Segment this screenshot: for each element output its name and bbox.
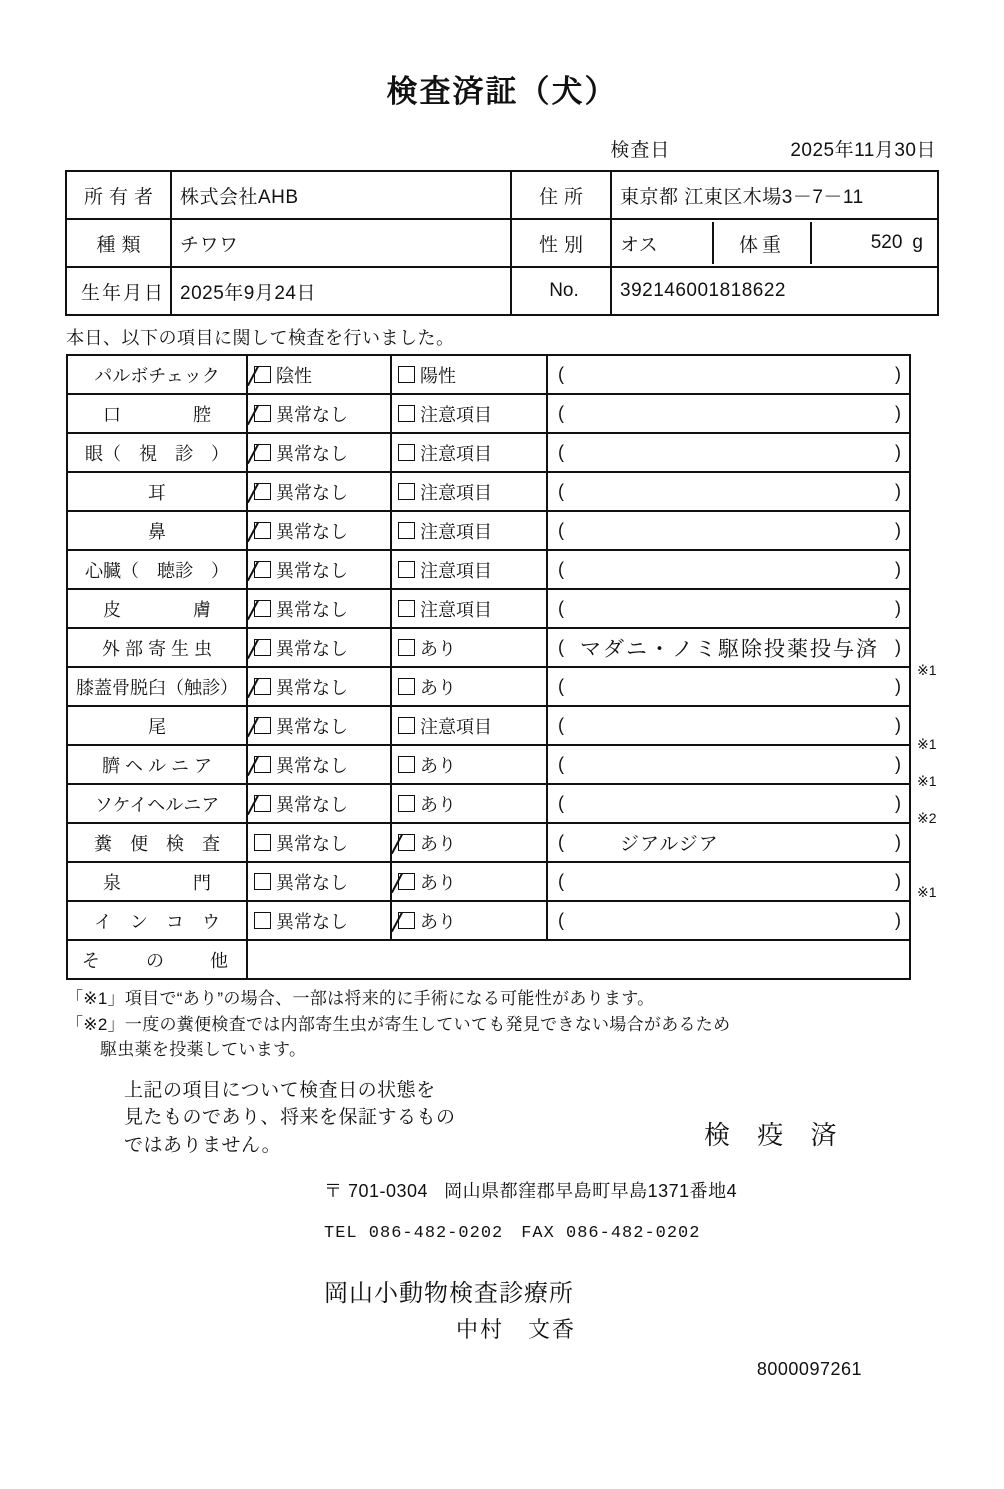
option-label: 異常なし bbox=[276, 677, 348, 698]
paren-close: ) bbox=[895, 715, 901, 735]
item-name: 尾 bbox=[67, 706, 247, 745]
checkbox-checked-icon[interactable] bbox=[254, 795, 271, 812]
checkbox-icon[interactable] bbox=[398, 717, 415, 734]
checkbox-icon[interactable] bbox=[254, 873, 271, 890]
item-option-a[interactable] bbox=[247, 550, 391, 589]
footer-block bbox=[66, 1077, 938, 1377]
paren-close: ) bbox=[895, 676, 901, 696]
item-note-cell[interactable] bbox=[547, 394, 910, 433]
exam-date-row bbox=[0, 135, 1004, 162]
paren-open: ( bbox=[558, 637, 564, 657]
disclaimer-line-2: 見たものであり、将来を保証するもの bbox=[124, 1107, 456, 1129]
item-note-cell[interactable] bbox=[547, 706, 910, 745]
option-label: 異常なし bbox=[276, 443, 348, 464]
option-label: 陰性 bbox=[276, 365, 312, 386]
checkbox-checked-icon[interactable] bbox=[398, 873, 415, 890]
paren-open: ( bbox=[558, 520, 564, 540]
document-number: 8000097261 bbox=[756, 1358, 862, 1379]
quarantine-stamp: 検 疫 済 bbox=[704, 1119, 847, 1150]
item-note-cell[interactable] bbox=[547, 472, 910, 511]
item-option-b[interactable] bbox=[391, 667, 547, 706]
item-name: 膝蓋骨脱臼（触診） bbox=[67, 667, 247, 706]
checkbox-checked-icon[interactable] bbox=[254, 405, 271, 422]
option-label: 異常なし bbox=[276, 872, 348, 893]
item-option-a[interactable] bbox=[247, 745, 391, 784]
table-row bbox=[66, 267, 938, 315]
paren-close: ) bbox=[895, 442, 901, 462]
checkbox-icon[interactable] bbox=[398, 561, 415, 578]
item-option-b[interactable] bbox=[391, 550, 547, 589]
certificate-page bbox=[0, 66, 1004, 1489]
other-label: そ の 他 bbox=[67, 940, 247, 979]
option-label: 異常なし bbox=[276, 911, 348, 932]
item-name: 眼（ 視 診 ） bbox=[67, 433, 247, 472]
paren-open: ( bbox=[558, 559, 564, 579]
item-asterisk-note: ※1 bbox=[917, 884, 937, 900]
item-name: 糞 便 検 査 bbox=[67, 823, 247, 862]
clinic-name: 岡山小動物検査診療所 bbox=[324, 1279, 574, 1307]
checkbox-icon[interactable] bbox=[254, 912, 271, 929]
item-note-cell[interactable] bbox=[547, 667, 910, 706]
table-row bbox=[67, 394, 910, 433]
intro-text: 本日、以下の項目に関して検査を行いました。 bbox=[66, 328, 455, 348]
paren-open: ( bbox=[558, 910, 564, 930]
paren-open: ( bbox=[558, 793, 564, 813]
weight-cell bbox=[811, 222, 937, 264]
item-asterisk-note: ※2 bbox=[917, 810, 937, 826]
table-row bbox=[67, 706, 910, 745]
paren-close: ) bbox=[895, 364, 901, 384]
item-note-cell[interactable] bbox=[547, 355, 910, 394]
item-name: ソケイヘルニア bbox=[67, 784, 247, 823]
item-note-cell[interactable] bbox=[547, 550, 910, 589]
option-label: 注意項目 bbox=[420, 521, 492, 542]
option-label: 注意項目 bbox=[420, 599, 492, 620]
item-option-b[interactable] bbox=[391, 628, 547, 667]
item-note-cell[interactable] bbox=[547, 745, 910, 784]
weight-unit: g bbox=[912, 232, 923, 253]
option-label: 異常なし bbox=[276, 482, 348, 503]
item-option-a[interactable] bbox=[247, 901, 391, 940]
footnote-3: 駆虫薬を投薬しています。 bbox=[100, 1040, 307, 1059]
disclaimer-line-1: 上記の項目について検査日の状態を bbox=[124, 1079, 436, 1101]
option-label: あり bbox=[420, 755, 456, 776]
paren-open: ( bbox=[558, 754, 564, 774]
item-name: 泉 門 bbox=[67, 862, 247, 901]
table-row bbox=[67, 901, 910, 940]
item-option-a[interactable] bbox=[247, 784, 391, 823]
address-value: 東京都 江東区木場3－7－11 bbox=[611, 171, 938, 219]
paren-open: ( bbox=[558, 403, 564, 423]
vet-name: 中村 文香 bbox=[456, 1316, 577, 1342]
table-row bbox=[67, 628, 910, 667]
item-option-b[interactable] bbox=[391, 394, 547, 433]
checkbox-icon[interactable] bbox=[398, 795, 415, 812]
clinic-tel: TEL 086-482-0202 FAX 086-482-0202 bbox=[324, 1223, 701, 1243]
paren-close: ) bbox=[895, 793, 901, 813]
footnotes bbox=[66, 986, 938, 1063]
checkbox-icon[interactable] bbox=[398, 405, 415, 422]
item-option-a[interactable] bbox=[247, 823, 391, 862]
breed-label: 種類 bbox=[66, 219, 171, 267]
table-row bbox=[67, 823, 910, 862]
sex-value: オス bbox=[612, 222, 713, 264]
item-note-cell[interactable] bbox=[547, 628, 910, 667]
item-name: 外 部 寄 生 虫 bbox=[67, 628, 247, 667]
option-label: 異常なし bbox=[276, 833, 348, 854]
exam-date-label: 検査日 bbox=[610, 140, 671, 161]
table-row bbox=[67, 511, 910, 550]
no-label: No. bbox=[511, 267, 611, 315]
option-label: 注意項目 bbox=[420, 482, 492, 503]
checkbox-icon[interactable] bbox=[398, 444, 415, 461]
option-label: 異常なし bbox=[276, 560, 348, 581]
option-label: 異常なし bbox=[276, 521, 348, 542]
paren-open: ( bbox=[558, 481, 564, 501]
item-name: 臍 ヘ ル ニ ア bbox=[67, 745, 247, 784]
exam-date-value: 2025年11月30日 bbox=[790, 140, 936, 161]
checkbox-checked-icon[interactable] bbox=[398, 834, 415, 851]
item-note-text: マダニ・ノミ駆除投薬投与済 bbox=[580, 637, 879, 661]
paren-close: ) bbox=[895, 520, 901, 540]
item-option-a[interactable] bbox=[247, 862, 391, 901]
paren-open: ( bbox=[558, 598, 564, 618]
item-asterisk-note: ※1 bbox=[917, 662, 937, 678]
item-option-b[interactable] bbox=[391, 472, 547, 511]
dob-label: 生年月日 bbox=[66, 267, 171, 315]
item-name: 心臓（ 聴診 ） bbox=[67, 550, 247, 589]
paren-open: ( bbox=[558, 715, 564, 735]
option-label: あり bbox=[420, 872, 456, 893]
option-label: 注意項目 bbox=[420, 560, 492, 581]
item-option-a[interactable] bbox=[247, 589, 391, 628]
item-option-b[interactable] bbox=[391, 901, 547, 940]
weight-value: 520 bbox=[870, 232, 903, 253]
checkbox-checked-icon[interactable] bbox=[254, 444, 271, 461]
item-option-a[interactable] bbox=[247, 628, 391, 667]
paren-close: ) bbox=[895, 403, 901, 423]
table-row bbox=[67, 667, 910, 706]
paren-close: ) bbox=[895, 598, 901, 618]
option-label: 異常なし bbox=[276, 404, 348, 425]
header-table bbox=[65, 170, 939, 316]
checkbox-checked-icon[interactable] bbox=[254, 756, 271, 773]
no-value: 392146001818622 bbox=[611, 267, 938, 315]
checkbox-icon[interactable] bbox=[398, 522, 415, 539]
checkbox-checked-icon[interactable] bbox=[254, 522, 271, 539]
paren-close: ) bbox=[895, 832, 901, 852]
clinic-zip: 〒 701-0304 bbox=[324, 1180, 429, 1201]
sex-weight-cell bbox=[611, 219, 938, 267]
paren-open: ( bbox=[558, 676, 564, 696]
item-option-b[interactable] bbox=[391, 511, 547, 550]
paren-open: ( bbox=[558, 871, 564, 891]
checkbox-icon[interactable] bbox=[398, 756, 415, 773]
clinic-address-text: 岡山県都窪郡早島町早島1371番地4 bbox=[444, 1180, 738, 1201]
option-label: 注意項目 bbox=[420, 443, 492, 464]
item-option-a[interactable] bbox=[247, 706, 391, 745]
item-note-cell[interactable] bbox=[547, 784, 910, 823]
item-option-b[interactable] bbox=[391, 706, 547, 745]
item-option-a[interactable] bbox=[247, 667, 391, 706]
option-label: 異常なし bbox=[276, 599, 348, 620]
paren-close: ) bbox=[895, 637, 901, 657]
item-name: パルボチェック bbox=[67, 355, 247, 394]
items-section bbox=[66, 354, 938, 980]
option-label: あり bbox=[420, 677, 456, 698]
disclaimer bbox=[124, 1077, 456, 1160]
table-row bbox=[67, 433, 910, 472]
table-row bbox=[67, 472, 910, 511]
option-label: 異常なし bbox=[276, 638, 348, 659]
item-asterisk-note: ※1 bbox=[917, 736, 937, 752]
weight-label: 体重 bbox=[713, 222, 811, 264]
checkbox-checked-icon[interactable] bbox=[254, 600, 271, 617]
paren-open: ( bbox=[558, 832, 564, 852]
option-label: 異常なし bbox=[276, 716, 348, 737]
table-row bbox=[67, 940, 910, 979]
option-label: あり bbox=[420, 833, 456, 854]
checkbox-checked-icon[interactable] bbox=[398, 912, 415, 929]
option-label: 注意項目 bbox=[420, 404, 492, 425]
paren-close: ) bbox=[895, 871, 901, 891]
other-value[interactable] bbox=[247, 940, 910, 979]
item-option-a[interactable] bbox=[247, 433, 391, 472]
table-row bbox=[67, 862, 910, 901]
item-note-text: ジアルジア bbox=[620, 834, 719, 855]
checkbox-checked-icon[interactable] bbox=[254, 678, 271, 695]
checkbox-checked-icon[interactable] bbox=[254, 483, 271, 500]
option-label: あり bbox=[420, 794, 456, 815]
owner-value: 株式会社AHB bbox=[171, 171, 511, 219]
item-name: 皮 膚 bbox=[67, 589, 247, 628]
table-row bbox=[67, 589, 910, 628]
item-option-b[interactable] bbox=[391, 862, 547, 901]
page-title: 検査済証（犬） bbox=[386, 74, 618, 109]
checkbox-icon[interactable] bbox=[398, 600, 415, 617]
item-note-cell[interactable] bbox=[547, 823, 910, 862]
checkbox-checked-icon[interactable] bbox=[254, 717, 271, 734]
item-option-b[interactable] bbox=[391, 589, 547, 628]
item-option-a[interactable] bbox=[247, 394, 391, 433]
owner-label: 所有者 bbox=[66, 171, 171, 219]
footnote-1: 「※1」項目で“あり”の場合、一部は将来的に手術になる可能性があります。 bbox=[66, 989, 655, 1008]
item-option-b[interactable] bbox=[391, 355, 547, 394]
item-option-a[interactable] bbox=[247, 472, 391, 511]
item-name: イ ン コ ウ bbox=[67, 901, 247, 940]
item-note-cell[interactable] bbox=[547, 901, 910, 940]
table-row bbox=[67, 550, 910, 589]
checkbox-icon[interactable] bbox=[254, 834, 271, 851]
paren-close: ) bbox=[895, 910, 901, 930]
option-label: あり bbox=[420, 638, 456, 659]
item-option-b[interactable] bbox=[391, 745, 547, 784]
paren-close: ) bbox=[895, 754, 901, 774]
address-label: 住所 bbox=[511, 171, 611, 219]
item-note-cell[interactable] bbox=[547, 433, 910, 472]
checkbox-checked-icon[interactable] bbox=[254, 639, 271, 656]
checkbox-icon[interactable] bbox=[398, 483, 415, 500]
item-name: 鼻 bbox=[67, 511, 247, 550]
item-option-b[interactable] bbox=[391, 433, 547, 472]
item-asterisk-note: ※1 bbox=[917, 773, 937, 789]
item-option-a[interactable] bbox=[247, 355, 391, 394]
paren-close: ) bbox=[895, 559, 901, 579]
item-note-cell[interactable] bbox=[547, 589, 910, 628]
item-name: 口 腔 bbox=[67, 394, 247, 433]
option-label: 異常なし bbox=[276, 755, 348, 776]
option-label: 陽性 bbox=[420, 365, 456, 386]
paren-open: ( bbox=[558, 364, 564, 384]
option-label: 注意項目 bbox=[420, 716, 492, 737]
breed-value: チワワ bbox=[171, 219, 511, 267]
checkbox-checked-icon[interactable] bbox=[254, 366, 271, 383]
footnote-2: 「※2」一度の糞便検査では内部寄生虫が寄生していても発見できない場合があるため bbox=[66, 1014, 731, 1034]
table-row bbox=[67, 355, 910, 394]
item-note-cell[interactable] bbox=[547, 862, 910, 901]
disclaimer-line-3: ではありません。 bbox=[124, 1134, 282, 1156]
item-option-a[interactable] bbox=[247, 511, 391, 550]
table-row bbox=[66, 219, 938, 267]
item-note-cell[interactable] bbox=[547, 511, 910, 550]
items-table bbox=[66, 354, 911, 980]
option-label: 異常なし bbox=[276, 794, 348, 815]
table-row bbox=[66, 171, 938, 219]
paren-close: ) bbox=[895, 481, 901, 501]
option-label: あり bbox=[420, 911, 456, 932]
table-row bbox=[67, 784, 910, 823]
checkbox-checked-icon[interactable] bbox=[254, 561, 271, 578]
paren-open: ( bbox=[558, 442, 564, 462]
table-row bbox=[67, 745, 910, 784]
dob-value: 2025年9月24日 bbox=[171, 267, 511, 315]
checkbox-icon[interactable] bbox=[398, 678, 415, 695]
checkbox-icon[interactable] bbox=[398, 639, 415, 656]
item-option-b[interactable] bbox=[391, 784, 547, 823]
item-option-b[interactable] bbox=[391, 823, 547, 862]
item-name: 耳 bbox=[67, 472, 247, 511]
clinic-address bbox=[324, 1177, 737, 1203]
sex-label: 性別 bbox=[511, 219, 611, 267]
checkbox-icon[interactable] bbox=[398, 366, 415, 383]
